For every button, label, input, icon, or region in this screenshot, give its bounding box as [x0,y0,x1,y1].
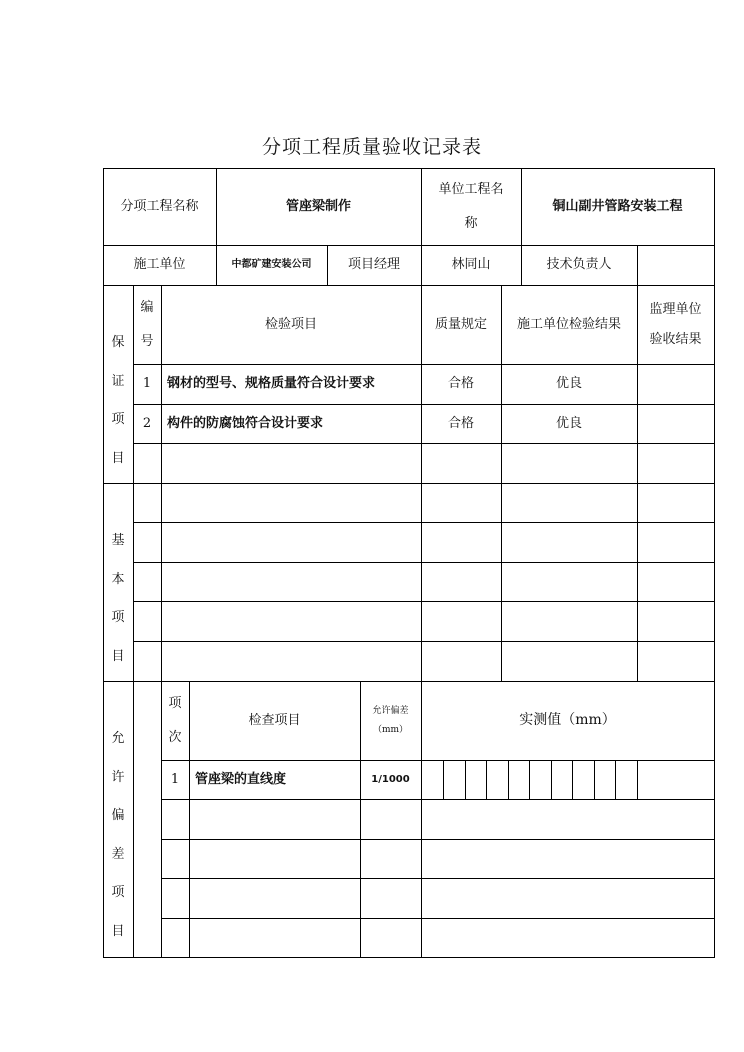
col-divider [421,168,422,245]
measure-col-divider [637,760,638,799]
manager-value: 林同山 [451,257,491,273]
measure-col-divider [508,760,509,799]
row-divider [133,364,715,365]
guarantee-item-header: 检验项目 [264,316,317,332]
col-divider [189,681,190,957]
table-row-item: 构件的防腐蚀符合设计要求 [167,415,324,431]
tolerance-char: 偏 [111,808,125,824]
col-divider [637,285,638,681]
quality-header: 质量规定 [434,316,487,332]
basic-char: 本 [111,571,125,587]
table-border [103,168,104,958]
col-divider [161,285,162,681]
basic-char: 项 [111,610,125,626]
row-divider [133,641,715,642]
tech-lead-label: 技术负责人 [546,257,612,273]
table-row-result: 优良 [555,376,582,392]
manager-label: 项目经理 [347,257,400,273]
tolerance-char: 许 [111,769,125,785]
guarantee-char: 保 [111,335,125,350]
contractor-label: 施工单位 [133,257,186,273]
table-row-result: 优良 [555,415,582,431]
row-divider [161,799,715,800]
measure-col-divider [465,760,466,799]
col-divider [216,168,217,285]
col-divider [133,285,134,681]
table-row-no: 2 [142,415,152,431]
table-row-no: 1 [142,376,152,392]
measure-col-divider [486,760,487,799]
allowable-deviation-header [360,681,421,760]
col-divider [161,681,162,957]
guarantee-no-char: 编 [140,299,154,315]
tolerance-char: 目 [111,923,125,939]
tolerance-char: 项 [111,885,125,901]
row-divider [133,522,715,523]
section-divider [103,483,715,484]
col-divider [637,245,638,285]
section-divider [103,681,715,682]
measure-col-divider [443,760,444,799]
row-divider [133,562,715,563]
allowable-header-line1: 允许偏差 [372,705,409,716]
col-divider [133,681,134,957]
table-row-allowable: 1/1000 [371,773,410,785]
row-divider [161,760,715,761]
supervisor-header-line1: 监理单位 [649,301,702,317]
guarantee-char: 项 [111,412,125,428]
guarantee-section-label [103,285,133,483]
measure-col-divider [551,760,552,799]
row-divider [161,839,715,840]
measure-col-divider [572,760,573,799]
col-divider [327,245,328,285]
project-name-label: 分项工程名称 [120,198,199,214]
tolerance-char: 允 [111,731,125,746]
col-divider [421,681,422,957]
measured-value-header: 实测值（mm） [519,712,616,729]
project-name-value: 管座梁制作 [285,198,351,214]
row-divider [161,918,715,919]
col-divider [501,285,502,681]
tolerance-section-label [103,681,133,957]
guarantee-no-header [133,285,161,364]
guarantee-char: 目 [111,450,125,466]
unit-project-label-line1: 单位工程名 [438,181,504,197]
allowable-header-line2: （mm） [372,724,409,735]
guarantee-no-char: 号 [140,333,154,349]
basic-section-label [103,483,133,681]
unit-project-value: 铜山副井管路安装工程 [552,198,683,214]
col-divider [421,245,422,285]
guarantee-char: 证 [111,373,125,389]
row-divider [103,285,715,286]
tolerance-char: 差 [111,846,125,862]
unit-project-label [421,168,521,245]
basic-char: 目 [111,648,125,664]
table-row-no: 1 [170,771,180,787]
table-row-quality: 合格 [447,376,474,392]
table-row-item: 管座梁的直线度 [195,771,287,787]
row-divider [103,245,715,246]
row-divider [133,601,715,602]
col-divider [421,285,422,681]
row-divider [133,404,715,405]
table-row-quality: 合格 [447,415,474,431]
tolerance-item-header: 检查项目 [248,712,301,728]
col-divider [360,681,361,957]
basic-char: 基 [111,533,125,548]
unit-project-label-line2: 称 [464,215,478,231]
tolerance-no-char: 项 [168,695,182,711]
measure-col-divider [594,760,595,799]
row-divider [161,878,715,879]
col-divider [521,168,522,285]
measure-col-divider [529,760,530,799]
contractor-value: 中都矿建安装公司 [231,259,312,270]
row-divider [133,443,715,444]
tolerance-no-header [161,681,189,760]
tolerance-no-char: 次 [168,729,182,745]
tech-lead-value [637,245,714,285]
table-border [103,957,715,958]
table-border [103,168,715,169]
page-title: 分项工程质量验收记录表 [261,136,482,158]
supervisor-result-header [637,285,714,364]
measure-col-divider [615,760,616,799]
contractor-result-header: 施工单位检验结果 [516,316,621,332]
table-row-item: 钢材的型号、规格质量符合设计要求 [167,376,376,392]
supervisor-header-line2: 验收结果 [649,331,702,347]
